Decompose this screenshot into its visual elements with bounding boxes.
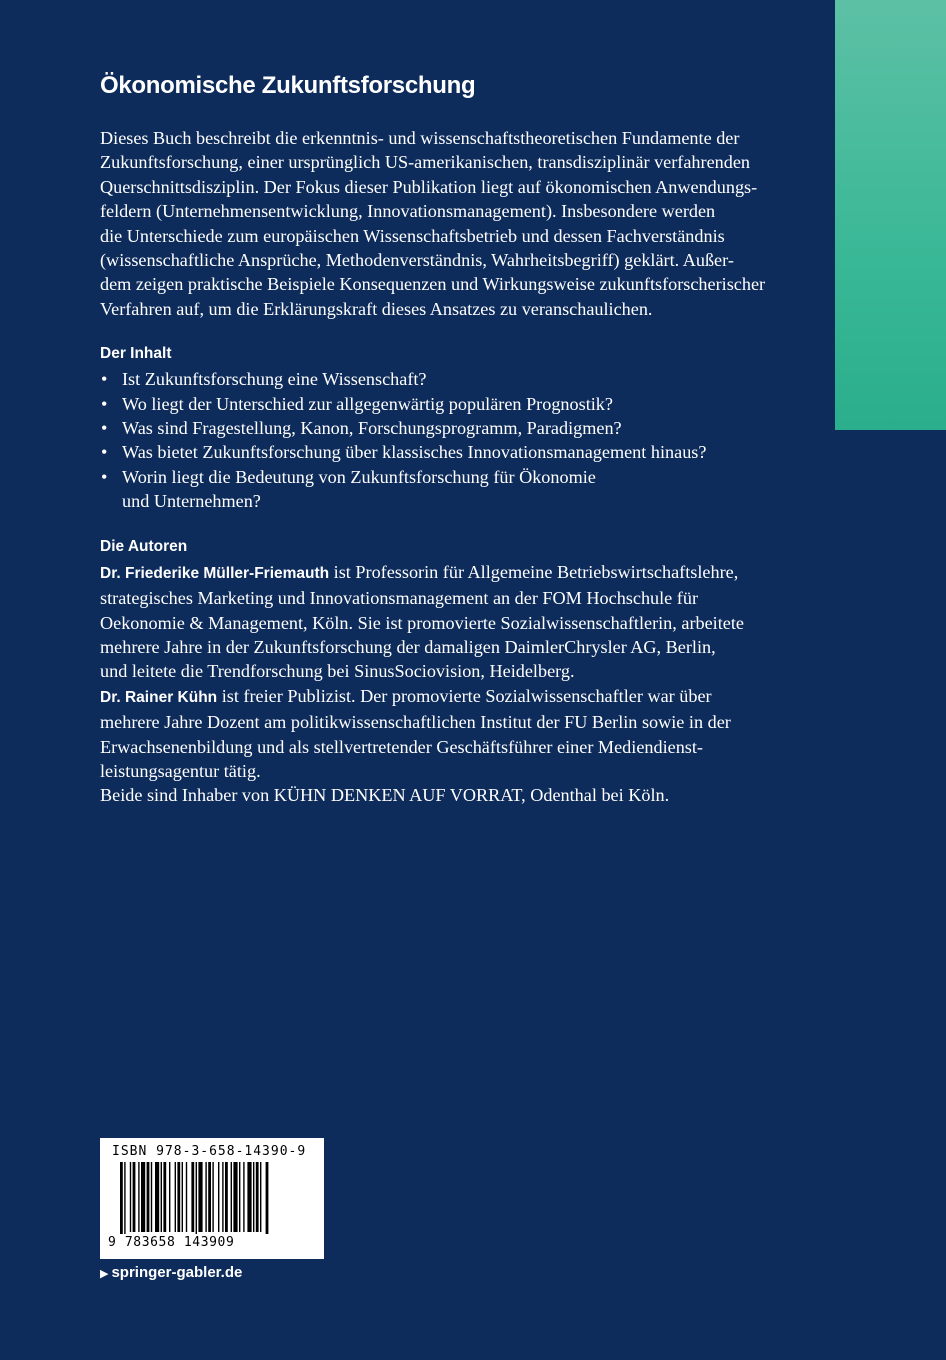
author-bio-1: Dr. Friederike Müller-Friemauth ist Professorin für Allgemeine Betriebswirtschaftslehre, strategisches Marketing und Innovationsmanagement an der FOM Hochschule für Oekonomie & Management, Köln. Sie ist promovierte Sozialwissenschaftlerin, arbeitete mehrere Jahre in der Zukunftsforschung der damaligen DaimlerChrysler AG, Berlin, und leitete die Trendforschung bei SinusSociovision, Heidelberg. bbox=[100, 561, 744, 682]
list-item: • Was sind Fragestellung, Kanon, Forschungsprogramm, Paradigmen? bbox=[100, 416, 780, 440]
isbn-label: ISBN 978-3-658-14390-9 bbox=[112, 1144, 307, 1159]
closing-line: Beide sind Inhaber von KÜHN DENKEN AUF VORRAT, Odenthal bei Köln. bbox=[100, 785, 670, 806]
barcode-icon bbox=[120, 1162, 310, 1234]
play-arrow-icon: ▶ bbox=[100, 1268, 109, 1280]
back-cover-content bbox=[100, 72, 780, 808]
barcode-digits: 9 783658 143909 bbox=[108, 1235, 235, 1250]
author-name: Dr. Rainer Kühn bbox=[100, 688, 218, 706]
list-item: • Wo liegt der Unterschied zur allgegenwärtig populären Prognostik? bbox=[100, 392, 780, 416]
isbn-barcode bbox=[100, 1138, 324, 1259]
list-item: • Worin liegt die Bedeutung von Zukunftsforschung für Ökonomie und Unternehmen? bbox=[100, 465, 780, 514]
author-bio-2: Dr. Rainer Kühn ist freier Publizist. Der promovierte Sozialwissenschaftler war über mehrere Jahre Dozent am politikwissenschaftlichen Institut der FU Berlin sowie in der Erwachsenenbildung und als stellvertretender Geschäftsführer einer Mediendienst- leistungsagentur tätig. bbox=[100, 685, 731, 781]
contents-heading: Der Inhalt bbox=[100, 345, 172, 363]
accent-color-bar bbox=[835, 0, 946, 430]
book-title: Ökonomische Zukunftsforschung bbox=[100, 72, 476, 99]
list-item: • Ist Zukunftsforschung eine Wissenschaft? bbox=[100, 367, 780, 391]
authors-heading: Die Autoren bbox=[100, 537, 188, 555]
list-item: • Was bietet Zukunftsforschung über klassisches Innovationsmanagement hinaus? bbox=[100, 440, 780, 464]
description: Dieses Buch beschreibt die erkenntnis- und wissenschaftstheoretischen Fundamente der Zukunftsforschung, einer ursprünglich US-amerikanischen, transdisziplinär verfahrenden Querschnittsdisziplin. Der Fokus dieser Publikation liegt auf ökonomischen Anwendungs- feldern (Unternehmensentwicklung, Innovationsmanagement). Insbesondere werden die Unterschiede zum europäischen Wissenschaftsbetrieb und dessen Fachverständnis (wissenschaftliche Ansprüche, Methodenverständnis, Wahrheitsbegriff) geklärt. Außer- dem zeigen praktische Beispiele Konsequenzen und Wirkungsweise zukunftsforscherischer Verfahren auf, um die Erklärungskraft dieses Ansatzes zu veranschaulichen. bbox=[100, 128, 766, 319]
website-link[interactable]: ▶ springer-gabler.de bbox=[100, 1264, 243, 1281]
author-name: Dr. Friederike Müller-Friemauth bbox=[100, 564, 330, 582]
contents-list bbox=[100, 367, 780, 513]
